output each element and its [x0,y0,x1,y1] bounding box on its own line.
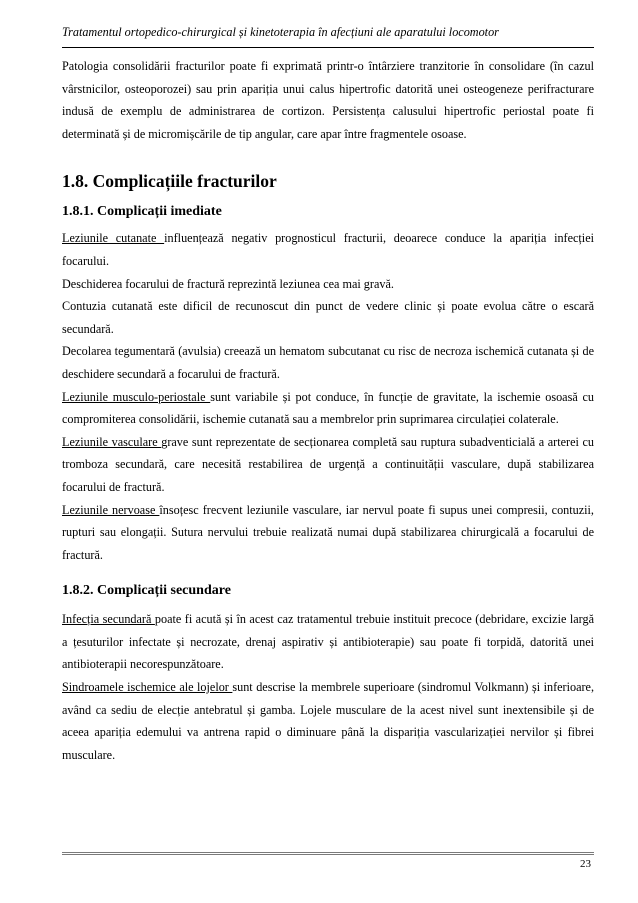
paragraph-nerve-lesions [62,499,594,567]
page-body [62,55,594,766]
running-header: Tratamentul ortopedico-chirurgical și kinetoterapia în afecțiuni ale aparatului locomotor [62,25,499,39]
subsection-heading-immediate: 1.8.1. Complicații imediate [62,204,222,220]
term-nerve-lesions: Leziunile nervoase [62,502,160,517]
text-vascular-lesions: grave sunt reprezentate de secționarea completă sau ruptura subadventicială a arterei cu tromboza secundară, care necesită restabilirea de urgență a continuității vasculare, după stabilizarea focarului de fractură. [62,434,594,494]
paragraph-ischemic-syndromes [62,676,594,766]
paragraph-musculo-periostal [62,386,594,431]
term-cutaneous-lesions: Leziunile cutanate [62,231,165,246]
subsection-heading-secondary: 1.8.2. Complicații secundare [62,583,231,599]
text-cutaneous-lesions: influențează negativ prognosticul fracturii, deoarece conduce la apariția infecției focarului. [62,231,594,268]
intro-paragraph: Patologia consolidării fracturilor poate fi exprimată printr-o întârziere tranzitorie în consolidare (în cazul vârstnicilor, osteoporozei) sau prin apariția unui calus hipertrofic datorită unei osteogeneze perifracturare indusă de exemplu de administrarea de cortizon. Persistența calusului hipertrofic periostal poate fi determinată și de micromișcările de tip angular, care apar între fragmentele osoase. [62,59,594,141]
term-vascular-lesions: Leziunile vasculare [62,434,162,449]
page-number: 23 [580,858,591,870]
text-nerve-lesions: însoțesc frecvent leziunile vasculare, iar nervul poate fi supus unei compresii, contuzii, rupturi sau elongații. Sutura nervului trebuie realizată numai după stabilizarea chirurgicală a focarului de fractură. [62,502,594,562]
paragraph-contusion: Contuzia cutanată este dificil de recunoscut din punct de vedere clinic și poate evolua către o escară secundară. [62,299,594,336]
paragraph-vascular-lesions [62,431,594,499]
paragraph-open-fracture: Deschiderea focarului de fractură reprezintă leziunea cea mai gravă. [62,276,394,291]
text-secondary-infection: poate fi acută și în acest caz tratamentul trebuie instituit precoce (debridare, excizie largă a țesuturilor infectate și necrozate, drenaj aspirativ și antibioterapie) sau poate fi torpidă, datorită unei antibioterapii necorespunzătoare. [62,612,595,672]
term-secondary-infection: Infecția secundară [62,612,155,627]
footer-divider [62,852,594,855]
paragraph-secondary-infection [62,608,594,676]
header-divider [62,47,594,48]
term-ischemic-syndromes: Sindroamele ischemice ale lojelor [62,680,233,695]
text-ischemic-syndromes: sunt descrise la membrele superioare (sindromul Volkmann) și inferioare, având ca sediu de elecție antebratul și gamba. Lojele musculare de la acest nivel sunt inextensibile și de aceea apariția edemului va antrena rapid o diminuare până la dispariția vascularizației nervilor și fibrei musculare. [62,680,595,762]
text-musculo-periostal: sunt variabile și pot conduce, în funcție de gravitate, la ischemie osoasă cu compromiterea consolidării, ischemie cutanată sau a membrelor prin suprimarea circulației colaterale. [62,389,594,427]
paragraph-cutaneous-lesions [62,227,594,272]
paragraph-avulsion: Decolarea tegumentară (avulsia) creează un hematom subcutanat cu risc de necroza ischemică cutanata și de deschidere secundară a focarului de fractură. [62,344,594,381]
term-musculo-periostal: Leziunile musculo-periostale [62,389,211,404]
section-heading: 1.8. Complicațiile fracturilor [62,171,277,192]
